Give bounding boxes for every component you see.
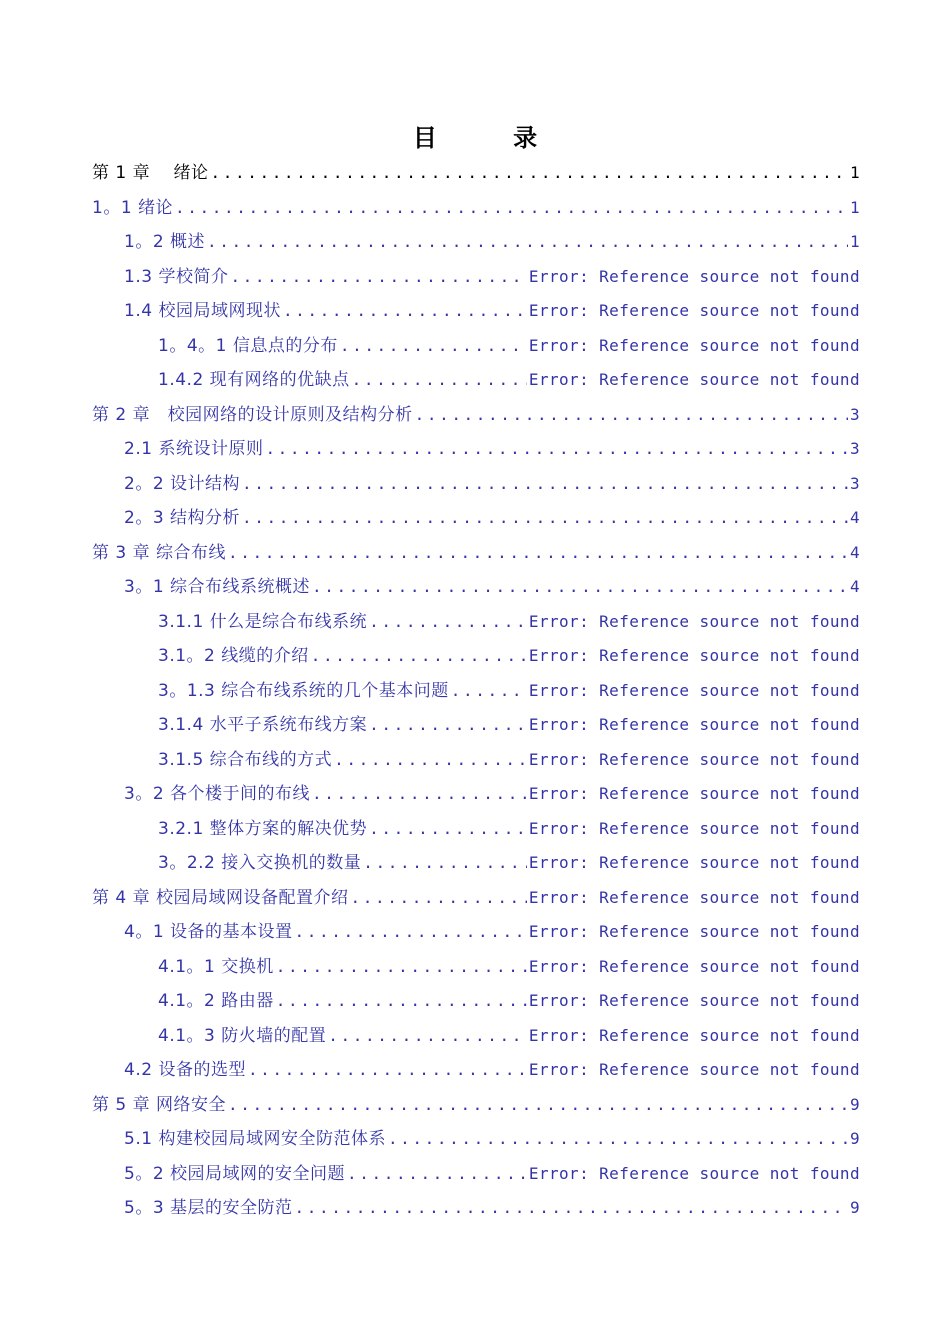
- toc-entry-page: 1: [849, 197, 860, 217]
- toc-entry-label: 1。4。1 信息点的分布: [158, 335, 338, 356]
- toc-leader-dots: [352, 363, 527, 398]
- toc-leader-dots: [283, 294, 527, 329]
- toc-entry-page: 3: [849, 439, 860, 458]
- toc-title: 目 录: [412, 124, 572, 152]
- toc-entry-label: 第 2 章 校园网络的设计原则及结构分析: [92, 404, 413, 425]
- toc-entry-page: Error: Reference source not found: [528, 749, 860, 769]
- toc-leader-dots: [228, 1088, 848, 1123]
- toc-entry-page: Error: Reference source not found: [528, 646, 860, 665]
- toc-entry[interactable]: [92, 191, 860, 226]
- toc-entry[interactable]: [92, 329, 860, 364]
- toc-entry-page: 4: [849, 577, 860, 596]
- toc-entry[interactable]: [92, 398, 860, 433]
- toc-entry[interactable]: [92, 1122, 860, 1157]
- toc-leader-dots: [311, 639, 527, 674]
- toc-entry[interactable]: [92, 846, 860, 881]
- toc-entry-label: 3。2 各个楼于间的布线: [124, 784, 311, 804]
- toc-entry-label: 3.1.4 水平子系统布线方案: [158, 715, 368, 735]
- toc-leader-dots: [175, 191, 848, 226]
- toc-leader-dots: [334, 743, 527, 778]
- toc-entry[interactable]: [92, 1157, 860, 1192]
- toc-entry-label: 第 1 章 绪论: [92, 163, 209, 183]
- toc-entry-label: 3.1.5 综合布线的方式: [158, 749, 333, 770]
- toc-entry-label: 4。1 设备的基本设置: [124, 922, 293, 942]
- toc-entry-label: 第 3 章 综合布线: [92, 542, 227, 563]
- toc-leader-dots: [369, 605, 527, 640]
- toc-entry[interactable]: [92, 501, 860, 536]
- toc-entry[interactable]: [92, 432, 860, 467]
- toc-leader-dots: [242, 467, 848, 502]
- toc-leader-dots: [415, 398, 848, 433]
- toc-leader-dots: [312, 777, 527, 812]
- toc-entry[interactable]: [92, 915, 860, 950]
- toc-entry[interactable]: [92, 294, 860, 329]
- toc-leader-dots: [230, 260, 526, 295]
- toc-entry-label: 1.4.2 现有网络的优缺点: [158, 370, 350, 390]
- toc-entry-page: 3: [849, 404, 860, 424]
- toc-entry-label: 4.2 设备的选型: [124, 1060, 246, 1080]
- toc-entry[interactable]: [92, 812, 860, 847]
- toc-leader-dots: [265, 432, 848, 467]
- toc-entry-label: 5。3 基层的安全防范: [124, 1198, 293, 1218]
- toc-entry-label: 1.3 学校简介: [124, 266, 229, 287]
- toc-entry[interactable]: [92, 570, 860, 605]
- toc-leader-dots: [312, 570, 848, 605]
- toc-leader-dots: [211, 156, 848, 191]
- toc-entry-label: 4.1。3 防火墙的配置: [158, 1025, 327, 1046]
- toc-entry-label: 1。2 概述: [124, 232, 206, 252]
- toc-entry[interactable]: [92, 1053, 860, 1088]
- toc-entry-label: 3。1 综合布线系统概述: [124, 577, 311, 597]
- toc-entry[interactable]: [92, 881, 860, 916]
- toc-entry[interactable]: [92, 225, 860, 260]
- toc-entry-label: 3。1.3 综合布线系统的几个基本问题: [158, 680, 449, 701]
- toc-entry-label: 2。2 设计结构: [124, 473, 241, 494]
- toc-entry[interactable]: [92, 777, 860, 812]
- toc-entry-page: Error: Reference source not found: [528, 1060, 860, 1079]
- toc-entry[interactable]: [92, 1088, 860, 1123]
- toc-entry-page: Error: Reference source not found: [528, 887, 860, 907]
- toc-entry-label: 3.1。2 线缆的介绍: [158, 646, 309, 666]
- toc-entry[interactable]: [92, 950, 860, 985]
- toc-leader-dots: [295, 1191, 848, 1226]
- toc-entry[interactable]: [92, 743, 860, 778]
- toc-leader-dots: [295, 915, 527, 950]
- toc-entry[interactable]: [92, 1019, 860, 1054]
- toc-entry-page: 9: [849, 1094, 860, 1114]
- toc-entry-page: Error: Reference source not found: [528, 266, 860, 286]
- toc-entry-label: 1.4 校园局域网现状: [124, 301, 281, 321]
- toc-entry-page: Error: Reference source not found: [528, 335, 860, 355]
- toc-leader-dots: [347, 1157, 527, 1192]
- toc-entry[interactable]: [92, 639, 860, 674]
- toc-entry-page: Error: Reference source not found: [528, 715, 860, 734]
- toc-entry-label: 3.1.1 什么是综合布线系统: [158, 611, 368, 632]
- toc-leader-dots: [369, 708, 527, 743]
- toc-entry-page: Error: Reference source not found: [528, 784, 860, 803]
- toc-entry-page: 4: [849, 508, 860, 527]
- toc-entry-page: Error: Reference source not found: [528, 991, 860, 1010]
- toc-entry-page: 9: [849, 1129, 860, 1148]
- toc-leader-dots: [340, 329, 527, 364]
- toc-entry-page: 3: [849, 473, 860, 493]
- toc-entry-page: Error: Reference source not found: [528, 818, 860, 838]
- toc-entry-page: Error: Reference source not found: [528, 956, 860, 976]
- toc-leader-dots: [363, 846, 527, 881]
- toc-leader-dots: [328, 1019, 527, 1054]
- toc-entry[interactable]: [92, 1191, 860, 1226]
- toc-entry-label: 3.2.1 整体方案的解决优势: [158, 818, 368, 839]
- toc-leader-dots: [228, 536, 848, 571]
- toc-entry-page: Error: Reference source not found: [528, 1163, 860, 1183]
- toc-entry-page: Error: Reference source not found: [528, 680, 860, 700]
- toc-entry[interactable]: [92, 984, 860, 1019]
- toc-entry[interactable]: [92, 536, 860, 571]
- toc-entry-page: 9: [849, 1198, 860, 1217]
- toc-entry-page: Error: Reference source not found: [528, 370, 860, 389]
- toc-entry[interactable]: [92, 605, 860, 640]
- toc-leader-dots: [369, 812, 527, 847]
- toc-leader-dots: [276, 984, 527, 1019]
- toc-entry[interactable]: [92, 363, 860, 398]
- toc-leader-dots: [242, 501, 848, 536]
- toc-entry-label: 5。2 校园局域网的安全问题: [124, 1163, 346, 1184]
- toc-entry[interactable]: [92, 674, 860, 709]
- toc-entry-label: 5.1 构建校园局域网安全防范体系: [124, 1129, 386, 1149]
- toc-leader-dots: [451, 674, 527, 709]
- toc-entry-page: Error: Reference source not found: [528, 1025, 860, 1045]
- toc-leader-dots: [248, 1053, 527, 1088]
- toc-entry-label: 2。3 结构分析: [124, 508, 241, 528]
- toc-entry[interactable]: [92, 260, 860, 295]
- toc-entry-label: 2.1 系统设计原则: [124, 439, 264, 459]
- toc-leader-dots: [351, 881, 527, 916]
- toc-entry-page: 4: [849, 542, 860, 562]
- toc-entry-label: 3。2.2 接入交换机的数量: [158, 853, 362, 873]
- toc-entry-page: 1: [849, 232, 860, 251]
- toc-leader-dots: [388, 1122, 848, 1157]
- toc-entry-page: Error: Reference source not found: [528, 301, 860, 320]
- toc-entry-label: 1。1 绪论: [92, 197, 174, 218]
- toc-entry[interactable]: [92, 708, 860, 743]
- toc-entry-label: 4.1。2 路由器: [158, 991, 274, 1011]
- toc-entry-label: 第 4 章 校园局域网设备配置介绍: [92, 887, 349, 908]
- toc-entry[interactable]: [92, 156, 860, 191]
- toc-entry-label: 4.1。1 交换机: [158, 956, 274, 977]
- toc-entry-page: 1: [849, 163, 860, 182]
- toc-leader-dots: [207, 225, 848, 260]
- toc-entry[interactable]: [92, 467, 860, 502]
- toc-list: [92, 156, 860, 1226]
- toc-entry-page: Error: Reference source not found: [528, 853, 860, 872]
- toc-leader-dots: [276, 950, 527, 985]
- toc-entry-page: Error: Reference source not found: [528, 922, 860, 941]
- toc-entry-page: Error: Reference source not found: [528, 611, 860, 631]
- toc-entry-label: 第 5 章 网络安全: [92, 1094, 227, 1115]
